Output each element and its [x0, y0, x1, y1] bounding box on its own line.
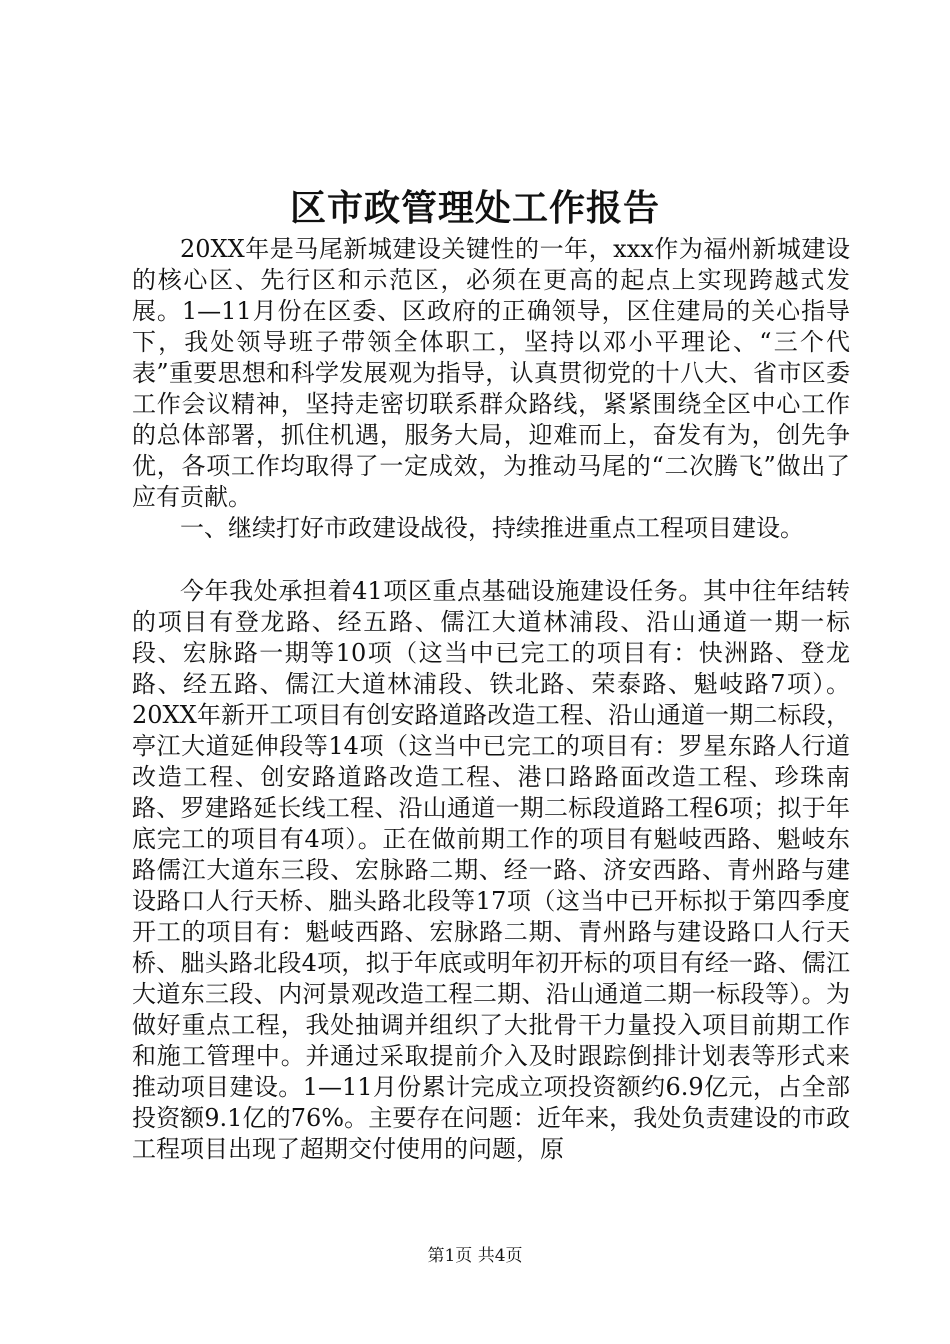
document-body [132, 234, 850, 1165]
body-paragraph: 今年我处承担着41项区重点基础设施建设任务。其中往年结转的项目有登龙路、经五路、儒江大道林浦段、沿山通道一期一标段、宏脉路一期等10项（这当中已完工的项目有：快洲路、登龙路、经五路、儒江大道林浦段、铁北路、荣泰路、魁岐路7项）。20XX年新开工项目有创安路道路改造工程、沿山通道一期二标段，亭江大道延伸段等14项（这当中已完工的项目有：罗星东路人行道改造工程、创安路道路改造工程、港口路路面改造工程、珍珠南路、罗建路延长线工程、沿山通道一期二标段道路工程6项；拟于年底完工的项目有4项）。正在做前期工作的项目有魁岐西路、魁岐东路儒江大道东三段、宏脉路二期、经一路、济安西路、青州路与建设路口人行天桥、胐头路北段等17项（这当中已开标拟于第四季度开工的项目有：魁岐西路、宏脉路二期、青州路与建设路口人行天桥、胐头路北段4项，拟于年底或明年初开标的项目有经一路、儒江大道东三段、内河景观改造工程二期、沿山通道二期一标段等）。为做好重点工程，我处抽调并组织了大批骨干力量投入项目前期工作和施工管理中。并通过采取提前介入及时跟踪倒排计划表等形式来推动项目建设。1—11月份累计完成立项投资额约6.9亿元，占全部投资额9.1亿的76%。主要存在问题：近年来，我处负责建设的市政工程项目出现了超期交付使用的问题，原 [132, 577, 850, 1163]
section-heading: 一、继续打好市政建设战役，持续推进重点工程项目建设。 [180, 514, 804, 542]
intro-paragraph: 20XX年是马尾新城建设关键性的一年，xxx作为福州新城建设的核心区、先行区和示范区，必须在更高的起点上实现跨越式发展。1—11月份在区委、区政府的正确领导，区住建局的关心指导下，我处领导班子带领全体职工，坚持以邓小平理论、“三个代表”重要思想和科学发展观为指导，认真贯彻党的十八大、省市区委工作会议精神，坚持走密切联系群众路线，紧紧围绕全区中心工作的总体部署，抓住机遇，服务大局，迎难而上，奋发有为，创先争优，各项工作均取得了一定成效，为推动马尾的“二次腾飞”做出了应有贡献。 [132, 235, 850, 511]
page-number: 第1页 共4页 [427, 1246, 523, 1266]
document-title: 区市政管理处工作报告 [289, 187, 660, 229]
